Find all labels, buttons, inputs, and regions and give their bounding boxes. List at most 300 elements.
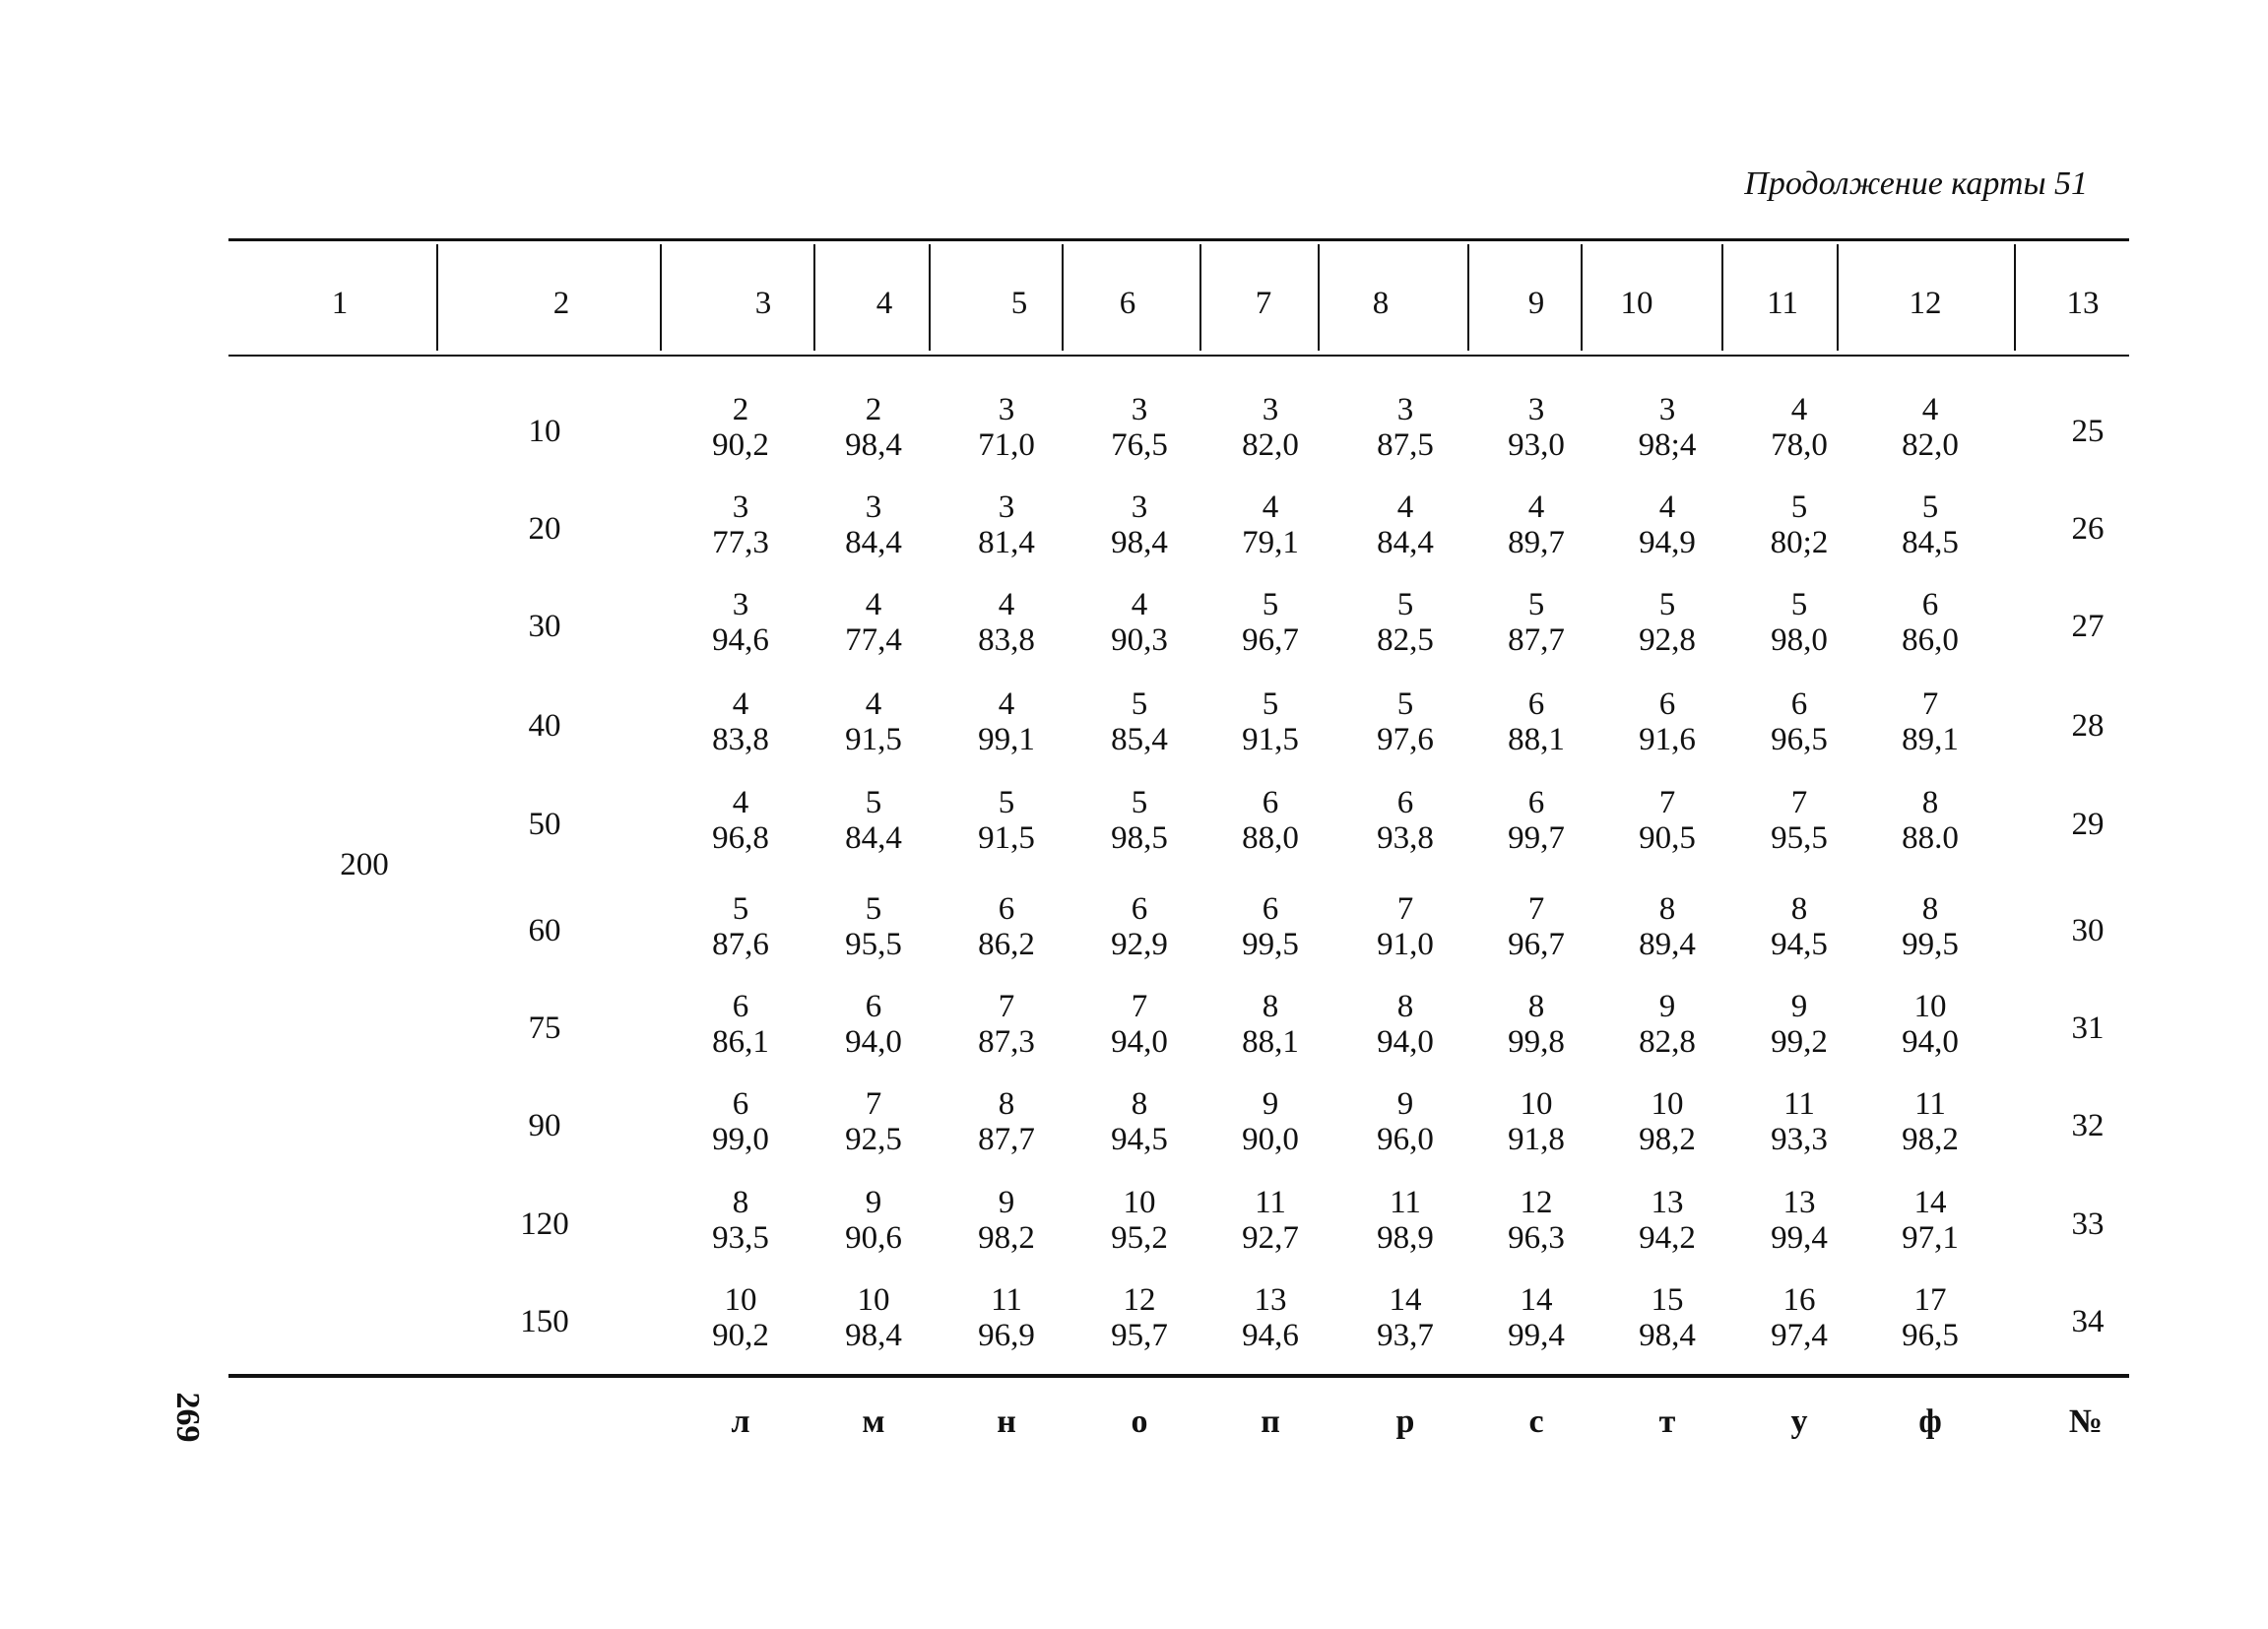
cell-value: 98,2 [1902, 1122, 1959, 1157]
cell-count: 5 [1527, 587, 1545, 622]
cell-value: 91,5 [845, 722, 902, 757]
header-divider [660, 244, 662, 351]
table-cell [1346, 489, 1464, 560]
cell-count: 5 [998, 785, 1015, 820]
cell-value: 93,8 [1377, 820, 1434, 856]
column-header: 3 [754, 286, 772, 321]
header-divider [929, 244, 931, 351]
footer-label: о [1131, 1403, 1148, 1440]
cell-value: 99,5 [1902, 927, 1959, 962]
cell-value: 94,2 [1639, 1220, 1696, 1256]
cell-value: 88,0 [1242, 820, 1299, 856]
cell-value: 99,2 [1771, 1024, 1828, 1060]
table-cell [814, 489, 933, 560]
row-number: 34 [2071, 1304, 2105, 1339]
cell-value: 90,6 [845, 1220, 902, 1256]
table-cell [1477, 785, 1595, 856]
table-cell [681, 989, 800, 1060]
cell-count: 3 [1396, 392, 1414, 427]
table-cell [814, 1282, 933, 1353]
table-cell [1346, 785, 1464, 856]
cell-count: 5 [1658, 587, 1676, 622]
table-cell [814, 392, 933, 463]
table-row [0, 1086, 2268, 1175]
column-header: 4 [875, 286, 893, 321]
cell-value: 94,6 [1242, 1318, 1299, 1353]
table-cell [681, 1086, 800, 1157]
cell-count: 8 [1658, 891, 1676, 927]
footer-label: т [1658, 1403, 1676, 1440]
cell-value: 86,0 [1902, 622, 1959, 658]
cell-value: 99,8 [1508, 1024, 1565, 1060]
cell-value: 82,8 [1639, 1024, 1696, 1060]
cell-value: 90,0 [1242, 1122, 1299, 1157]
table-cell [1477, 686, 1595, 757]
table-cell [1080, 587, 1199, 658]
row-label: 40 [528, 708, 561, 744]
row-number: 28 [2071, 708, 2105, 744]
cell-value: 89,1 [1902, 722, 1959, 757]
cell-count: 7 [1790, 785, 1808, 820]
cell-count: 6 [1790, 686, 1808, 722]
column-header: 9 [1527, 286, 1545, 321]
header-divider [1199, 244, 1201, 351]
cell-count: 8 [1262, 989, 1279, 1024]
cell-count: 11 [1255, 1185, 1286, 1220]
cell-count: 11 [991, 1282, 1022, 1318]
row-label: 20 [528, 511, 561, 547]
cell-count: 5 [1396, 587, 1414, 622]
bottom-rule [228, 1374, 2129, 1378]
cell-value: 91,6 [1639, 722, 1696, 757]
row-number: 27 [2071, 609, 2105, 644]
cell-count: 5 [1131, 686, 1148, 722]
cell-count: 3 [732, 489, 749, 525]
row-label: 90 [528, 1108, 561, 1143]
cell-count: 3 [865, 489, 882, 525]
table-cell [681, 1185, 800, 1256]
table-cell [1477, 989, 1595, 1060]
table-cell [1211, 785, 1329, 856]
cell-value: 92,5 [845, 1122, 902, 1157]
table-cell [1346, 392, 1464, 463]
footer-label: л [731, 1403, 750, 1440]
cell-value: 86,2 [978, 927, 1035, 962]
table-cell [1211, 1185, 1329, 1256]
cell-value: 90,2 [712, 427, 769, 463]
table-cell [681, 891, 800, 962]
cell-count: 4 [732, 686, 749, 722]
table-cell [1211, 392, 1329, 463]
page-number: 269 [169, 1392, 206, 1443]
table-cell [1477, 489, 1595, 560]
cell-value: 86,1 [712, 1024, 769, 1060]
cell-count: 3 [1658, 392, 1676, 427]
table-cell [1740, 989, 1858, 1060]
cell-value: 93,5 [712, 1220, 769, 1256]
table-row [0, 587, 2268, 676]
footer-label: п [1261, 1403, 1280, 1440]
cell-count: 4 [732, 785, 749, 820]
table-row [0, 489, 2268, 578]
cell-count: 5 [1790, 489, 1808, 525]
table-cell [1740, 686, 1858, 757]
table-cell [947, 1086, 1066, 1157]
cell-count: 3 [1262, 392, 1279, 427]
cell-count: 11 [1914, 1086, 1946, 1122]
footer-label: ф [1918, 1403, 1942, 1440]
header-divider [1318, 244, 1320, 351]
table-cell [1346, 1086, 1464, 1157]
cell-count: 6 [1527, 686, 1545, 722]
cell-count: 9 [1790, 989, 1808, 1024]
cell-count: 9 [1658, 989, 1676, 1024]
cell-value: 96,5 [1771, 722, 1828, 757]
table-cell [814, 686, 933, 757]
cell-value: 89,7 [1508, 525, 1565, 560]
cell-value: 93,3 [1771, 1122, 1828, 1157]
cell-count: 10 [1913, 989, 1947, 1024]
cell-value: 91,0 [1377, 927, 1434, 962]
header-divider [813, 244, 815, 351]
cell-count: 15 [1651, 1282, 1684, 1318]
table-cell [1346, 989, 1464, 1060]
cell-value: 89,4 [1639, 927, 1696, 962]
cell-value: 78,0 [1771, 427, 1828, 463]
cell-value: 94,0 [845, 1024, 902, 1060]
row-label: 10 [528, 414, 561, 449]
table-cell [1211, 989, 1329, 1060]
header-divider [1581, 244, 1583, 351]
cell-count: 10 [857, 1282, 890, 1318]
cell-value: 85,4 [1111, 722, 1168, 757]
table-cell [1871, 587, 1989, 658]
cell-count: 6 [1262, 785, 1279, 820]
table-row [0, 686, 2268, 775]
cell-value: 97,6 [1377, 722, 1434, 757]
cell-value: 98,4 [1111, 525, 1168, 560]
cell-count: 8 [732, 1185, 749, 1220]
table-cell [1080, 785, 1199, 856]
cell-count: 9 [865, 1185, 882, 1220]
table-cell [1871, 989, 1989, 1060]
table-cell [814, 1185, 933, 1256]
cell-count: 8 [1396, 989, 1414, 1024]
table-cell [1608, 1086, 1726, 1157]
cell-count: 4 [865, 587, 882, 622]
table-cell [681, 392, 800, 463]
cell-count: 4 [1131, 587, 1148, 622]
top-rule [228, 238, 2129, 241]
table-cell [1871, 1086, 1989, 1157]
table-cell [1477, 1282, 1595, 1353]
cell-count: 2 [732, 392, 749, 427]
cell-count: 7 [1658, 785, 1676, 820]
cell-count: 6 [732, 989, 749, 1024]
cell-count: 10 [724, 1282, 757, 1318]
cell-count: 7 [865, 1086, 882, 1122]
cell-value: 84,4 [1377, 525, 1434, 560]
cell-value: 88,1 [1508, 722, 1565, 757]
row-number: 31 [2071, 1010, 2105, 1046]
footer-label: н [997, 1403, 1016, 1440]
cell-count: 13 [1782, 1185, 1816, 1220]
cell-count: 5 [1131, 785, 1148, 820]
cell-count: 12 [1520, 1185, 1553, 1220]
cell-value: 91,5 [978, 820, 1035, 856]
cell-value: 93,0 [1508, 427, 1565, 463]
table-cell [1608, 989, 1726, 1060]
cell-count: 3 [998, 489, 1015, 525]
cell-value: 94,0 [1377, 1024, 1434, 1060]
table-cell [1740, 587, 1858, 658]
table-cell [947, 587, 1066, 658]
cell-count: 10 [1651, 1086, 1684, 1122]
cell-value: 81,4 [978, 525, 1035, 560]
cell-count: 17 [1913, 1282, 1947, 1318]
row-number: 33 [2071, 1206, 2105, 1242]
cell-value: 98,0 [1771, 622, 1828, 658]
cell-count: 5 [1790, 587, 1808, 622]
table-cell [1346, 891, 1464, 962]
cell-value: 93,7 [1377, 1318, 1434, 1353]
cell-value: 82,0 [1242, 427, 1299, 463]
cell-value: 82,5 [1377, 622, 1434, 658]
cell-value: 98,4 [1639, 1318, 1696, 1353]
cell-value: 99,1 [978, 722, 1035, 757]
table-cell [1871, 489, 1989, 560]
cell-value: 94,6 [712, 622, 769, 658]
table-cell [1211, 891, 1329, 962]
cell-value: 91,5 [1242, 722, 1299, 757]
cell-value: 97,1 [1902, 1220, 1959, 1256]
table-row [0, 785, 2268, 874]
cell-count: 7 [1396, 891, 1414, 927]
cell-count: 3 [998, 392, 1015, 427]
cell-value: 92,8 [1639, 622, 1696, 658]
cell-value: 94,9 [1639, 525, 1696, 560]
cell-count: 8 [998, 1086, 1015, 1122]
cell-value: 87,7 [1508, 622, 1565, 658]
table-cell [1346, 587, 1464, 658]
table-cell [1080, 489, 1199, 560]
table-cell [947, 489, 1066, 560]
cell-value: 95,5 [845, 927, 902, 962]
row-number: 29 [2071, 807, 2105, 842]
table-cell [1346, 1185, 1464, 1256]
table-cell [947, 1282, 1066, 1353]
cell-count: 4 [998, 587, 1015, 622]
cell-count: 8 [1921, 785, 1939, 820]
header-divider [1721, 244, 1723, 351]
column-header: 6 [1119, 286, 1136, 321]
table-cell [814, 587, 933, 658]
table-cell [1871, 891, 1989, 962]
table-cell [1211, 1086, 1329, 1157]
cell-count: 6 [1921, 587, 1939, 622]
table-cell [1080, 1282, 1199, 1353]
column-header: 8 [1372, 286, 1390, 321]
cell-value: 98,5 [1111, 820, 1168, 856]
table-cell [1080, 1086, 1199, 1157]
row-number: 32 [2071, 1108, 2105, 1143]
cell-count: 9 [998, 1185, 1015, 1220]
cell-value: 96,7 [1242, 622, 1299, 658]
cell-count: 4 [1396, 489, 1414, 525]
table-cell [681, 686, 800, 757]
cell-value: 76,5 [1111, 427, 1168, 463]
cell-count: 6 [732, 1086, 749, 1122]
table-cell [1608, 891, 1726, 962]
column-header: 5 [1010, 286, 1028, 321]
table-cell [1608, 392, 1726, 463]
cell-value: 99,5 [1242, 927, 1299, 962]
table-cell [814, 1086, 933, 1157]
table-cell [1871, 392, 1989, 463]
row-number: 26 [2071, 511, 2105, 547]
cell-value: 98,4 [845, 427, 902, 463]
table-cell [681, 489, 800, 560]
cell-value: 96,8 [712, 820, 769, 856]
cell-value: 88,1 [1242, 1024, 1299, 1060]
table-row [0, 989, 2268, 1077]
cell-value: 98;4 [1638, 427, 1697, 463]
cell-value: 90,3 [1111, 622, 1168, 658]
table-cell [1080, 686, 1199, 757]
footer-label: у [1790, 1403, 1808, 1440]
column-header: 11 [1767, 286, 1798, 321]
table-cell [681, 1282, 800, 1353]
table-row [0, 392, 2268, 481]
row-number: 30 [2071, 913, 2105, 948]
table-cell [1608, 587, 1726, 658]
row-label: 150 [520, 1304, 569, 1339]
table-cell [1477, 392, 1595, 463]
cell-count: 9 [1262, 1086, 1279, 1122]
row-label: 60 [528, 913, 561, 948]
cell-count: 6 [1658, 686, 1676, 722]
header-divider [1062, 244, 1064, 351]
cell-value: 97,4 [1771, 1318, 1828, 1353]
cell-value: 88.0 [1902, 820, 1959, 856]
cell-count: 4 [1262, 489, 1279, 525]
cell-count: 5 [1396, 686, 1414, 722]
cell-value: 80;2 [1770, 525, 1829, 560]
table-cell [681, 587, 800, 658]
cell-value: 90,5 [1639, 820, 1696, 856]
footer-label: № [2068, 1403, 2104, 1440]
column-header: 2 [552, 286, 570, 321]
cell-value: 96,0 [1377, 1122, 1434, 1157]
cell-value: 96,7 [1508, 927, 1565, 962]
table-cell [947, 392, 1066, 463]
cell-count: 4 [998, 686, 1015, 722]
cell-value: 84,5 [1902, 525, 1959, 560]
table-cell [1211, 1282, 1329, 1353]
table-cell [1477, 587, 1595, 658]
table-cell [1608, 686, 1726, 757]
cell-count: 8 [1921, 891, 1939, 927]
table-cell [1211, 489, 1329, 560]
column-header: 13 [2066, 286, 2100, 321]
cell-count: 3 [732, 587, 749, 622]
row-label: 50 [528, 807, 561, 842]
table-cell [1608, 1282, 1726, 1353]
cell-value: 87,7 [978, 1122, 1035, 1157]
cell-count: 4 [1658, 489, 1676, 525]
table-cell [1211, 587, 1329, 658]
table-cell [1740, 489, 1858, 560]
cell-count: 5 [732, 891, 749, 927]
header-divider [1467, 244, 1469, 351]
cell-value: 98,9 [1377, 1220, 1434, 1256]
cell-count: 6 [865, 989, 882, 1024]
table-cell [814, 891, 933, 962]
cell-count: 5 [865, 891, 882, 927]
cell-value: 94,5 [1771, 927, 1828, 962]
cell-value: 99,4 [1508, 1318, 1565, 1353]
cell-value: 96,3 [1508, 1220, 1565, 1256]
cell-count: 11 [1783, 1086, 1815, 1122]
table-cell [947, 989, 1066, 1060]
table-cell [947, 891, 1066, 962]
row-label: 30 [528, 609, 561, 644]
cell-value: 95,2 [1111, 1220, 1168, 1256]
cell-value: 94,5 [1111, 1122, 1168, 1157]
table-cell [1740, 392, 1858, 463]
footer-label: м [862, 1403, 885, 1440]
row-label: 120 [520, 1206, 569, 1242]
cell-count: 7 [1527, 891, 1545, 927]
cell-value: 84,4 [845, 820, 902, 856]
cell-count: 6 [1131, 891, 1148, 927]
cell-value: 87,5 [1377, 427, 1434, 463]
cell-value: 95,5 [1771, 820, 1828, 856]
table-cell [1871, 686, 1989, 757]
header-divider [436, 244, 438, 351]
cell-value: 99,0 [712, 1122, 769, 1157]
cell-value: 71,0 [978, 427, 1035, 463]
table-cell [1477, 891, 1595, 962]
cell-count: 14 [1389, 1282, 1422, 1318]
cell-count: 5 [865, 785, 882, 820]
table-cell [1080, 392, 1199, 463]
cell-value: 79,1 [1242, 525, 1299, 560]
row-number: 25 [2071, 414, 2105, 449]
cell-count: 10 [1520, 1086, 1553, 1122]
column-header: 10 [1620, 286, 1653, 321]
cell-count: 4 [1527, 489, 1545, 525]
cell-count: 11 [1390, 1185, 1421, 1220]
cell-count: 7 [1921, 686, 1939, 722]
cell-value: 83,8 [712, 722, 769, 757]
cell-value: 91,8 [1508, 1122, 1565, 1157]
table-cell [1477, 1185, 1595, 1256]
cell-count: 8 [1790, 891, 1808, 927]
table-cell [1346, 686, 1464, 757]
table-cell [1608, 1185, 1726, 1256]
cell-count: 2 [865, 392, 882, 427]
table-cell [1080, 891, 1199, 962]
cell-value: 83,8 [978, 622, 1035, 658]
cell-value: 98,2 [1639, 1122, 1696, 1157]
table-row [0, 1185, 2268, 1273]
table-cell [1080, 1185, 1199, 1256]
cell-value: 84,4 [845, 525, 902, 560]
footer-label: с [1528, 1403, 1544, 1440]
group-label: 200 [340, 847, 389, 882]
table-caption: Продолжение карты 51 [1744, 165, 2088, 202]
